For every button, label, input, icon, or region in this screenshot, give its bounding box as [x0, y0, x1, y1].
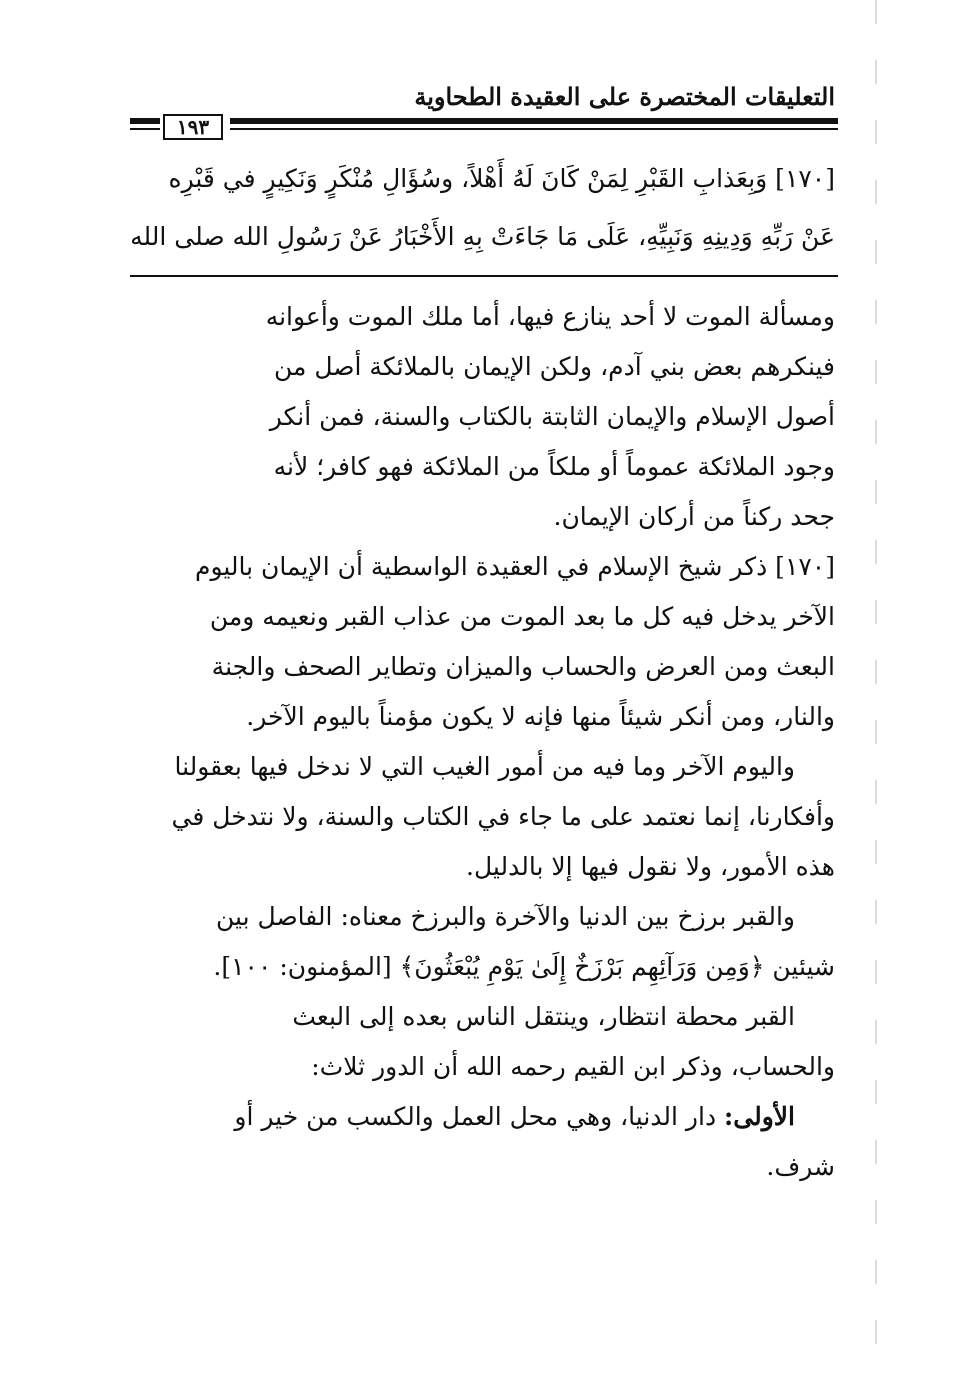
- text-line: شرف.: [766, 1152, 835, 1181]
- matn-line: [١٧٠] وَبِعَذابِ القَبْرِ لِمَنْ كَانَ لَهُ أَهْلاً، وسُؤَالِ مُنْكَرٍ وَنَكِيرٍ في قَبْرِه: [168, 164, 835, 193]
- text-line: واليوم الآخر وما فيه من أمور الغيب التي لا ندخل فيها بعقولنا: [174, 752, 795, 781]
- text-line: والنار، ومن أنكر شيئاً منها فإنه لا يكون مؤمناً باليوم الآخر.: [246, 702, 835, 731]
- text-line: أصول الإسلام والإيمان الثابتة بالكتاب والسنة، فمن أنكر: [269, 402, 835, 431]
- binding-edge-marks: [875, 0, 877, 1375]
- text-run: دار الدنيا، وهي محل العمل والكسب من خير أو: [234, 1102, 725, 1131]
- matn-separator: [130, 275, 838, 277]
- text-line: والحساب، وذكر ابن القيم رحمه الله أن الدور ثلاث:: [311, 1052, 835, 1081]
- text-line: البعث ومن العرض والحساب والميزان وتطاير الصحف والجنة: [211, 652, 835, 681]
- header-rule-thin: [230, 128, 838, 130]
- text-line: والقبر برزخ بين الدنيا والآخرة والبرزخ معناه: الفاصل بين: [216, 902, 795, 931]
- text-line: ومسألة الموت لا أحد ينازع فيها، أما ملك الموت وأعوانه: [265, 302, 835, 331]
- page-number: ١٩٣: [163, 114, 223, 140]
- header-rule-thick: [230, 118, 838, 124]
- text-line: [123, 1092, 835, 1142]
- text-line: شيئين ﴿وَمِن وَرَآئِهِم بَرْزَخٌ إِلَىٰ يَوْمِ يُبْعَثُونَ﴾ [المؤمنون: ١٠٠].: [213, 952, 835, 981]
- text-line: هذه الأمور، ولا نقول فيها إلا بالدليل.: [466, 852, 835, 881]
- paragraph: [123, 292, 835, 542]
- text-line: جحد ركناً من أركان الإيمان.: [553, 502, 835, 531]
- paragraph: [123, 892, 835, 992]
- text-line: وأفكارنا، إنما نعتمد على ما جاء في الكتاب والسنة، ولا نتدخل في: [171, 802, 835, 831]
- header-rule-left-thick: [130, 118, 160, 124]
- paragraph: [123, 1092, 835, 1192]
- paragraph: [123, 742, 835, 892]
- text-line: الآخر يدخل فيه كل ما بعد الموت من عذاب القبر ونعيمه ومن: [209, 602, 835, 631]
- text-line: [١٧٠] ذكر شيخ الإسلام في العقيدة الواسطية أن الإيمان باليوم: [194, 552, 835, 581]
- matn-line: عَنْ رَبِّهِ وَدِينِهِ وَنَبِيِّهِ، عَلَى مَا جَاءَتْ بِهِ الأَخْبَارُ عَنْ رَسُولِ الله صلى الله: [130, 222, 835, 251]
- paragraph: [123, 542, 835, 742]
- paragraph-label: الأولى:: [724, 1102, 795, 1131]
- text-line: فينكرهم بعض بني آدم، ولكن الإيمان بالملائكة أصل من: [273, 352, 835, 381]
- matn-text: [115, 150, 835, 266]
- text-line: القبر محطة انتظار، وينتقل الناس بعده إلى البعث: [292, 1002, 795, 1031]
- text-line: وجود الملائكة عموماً أو ملكاً من الملائكة فهو كافر؛ لأنه: [273, 452, 835, 481]
- paragraph: [123, 992, 835, 1092]
- header-rule-left-thin: [130, 128, 160, 130]
- running-header-title: التعليقات المختصرة على العقيدة الطحاوية: [414, 82, 835, 111]
- commentary-body: [123, 292, 835, 1192]
